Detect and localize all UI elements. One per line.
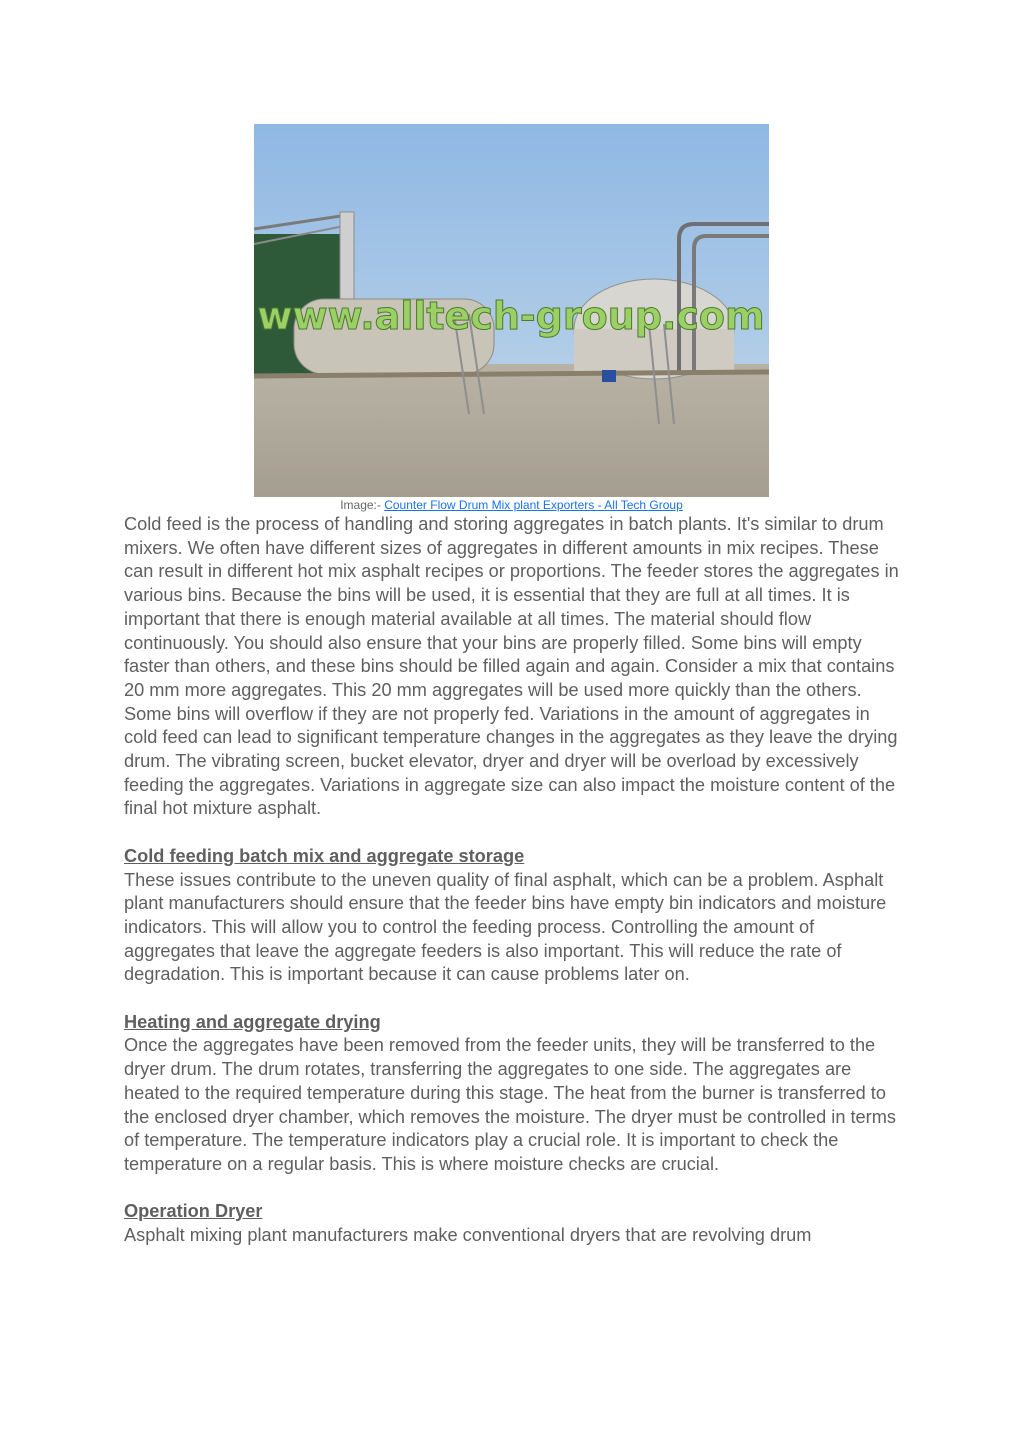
caption-prefix: Image:-: [340, 498, 385, 512]
watermark-text: www.alltech-group.com: [257, 294, 765, 338]
paragraph-cold-feeding: These issues contribute to the uneven quality of final asphalt, which can be a problem. Asphalt plant manufacturers should ensure that the feeder bins have empty bin indicators and moisture indicators. This will allow you to control the feeding process. Controlling the amount of aggregates that leave the aggregate feeders is also important. This will reduce the rate of degradation. This is important because it can cause problems later on.: [124, 869, 887, 985]
caption-link-exporters[interactable]: Counter Flow Drum Mix plant Exporters: [384, 498, 598, 512]
caption-separator[interactable]: -: [597, 498, 605, 512]
heading-operation-dryer: Operation Dryer: [124, 1201, 263, 1222]
plant-photo: [254, 124, 769, 497]
paragraph-cold-feed: Cold feed is the process of handling and storing aggregates in batch plants. It's similar to drum mixers. We often have different sizes of aggregates in different amounts in mix recipes. These can result in different hot mix asphalt recipes or proportions. The feeder stores the aggregates in various bins. Because the bins will be used, it is essential that they are full at all times. It is important that there is enough material available at all times. The material should flow continuously. You should also ensure that your bins are properly filled. Some bins will empty faster than others, and these bins should be filled again and again. Consider a mix that contains 20 mm more aggregates. This 20 mm aggregates will be used more quickly than the others. Some bins will overflow if they are not properly fed. Variations in the amount of aggregates in cold feed can lead to significant temperature changes in the aggregates as they leave the drying drum. The vibrating screen, bucket elevator, dryer and dryer will be overload by excessively feeding the aggregates. Variations in aggregate size can also impact the moisture content of the final hot mixture asphalt.: [124, 514, 899, 819]
heading-heating-drying: Heating and aggregate drying: [124, 1011, 381, 1032]
article-body: [124, 513, 902, 1248]
caption-link-alltech[interactable]: All Tech Group: [604, 498, 683, 512]
paragraph-heating-drying: Once the aggregates have been removed from the feeder units, they will be transferred to the dryer drum. The drum rotates, transferring the aggregates to one side. The aggregates are heated to the required temperature during this stage. The heat from the burner is transferred to the enclosed dryer chamber, which removes the moisture. The dryer must be controlled in terms of temperature. The temperature indicators play a crucial role. It is important to check the temperature on a regular basis. This is where moisture checks are crucial.: [124, 1035, 896, 1174]
plant-photo-illustration: [254, 124, 769, 497]
paragraph-operation-dryer: Asphalt mixing plant manufacturers make conventional dryers that are revolving drum: [124, 1225, 812, 1246]
heading-cold-feeding: Cold feeding batch mix and aggregate storage: [124, 845, 525, 866]
image-caption: [0, 497, 1023, 513]
